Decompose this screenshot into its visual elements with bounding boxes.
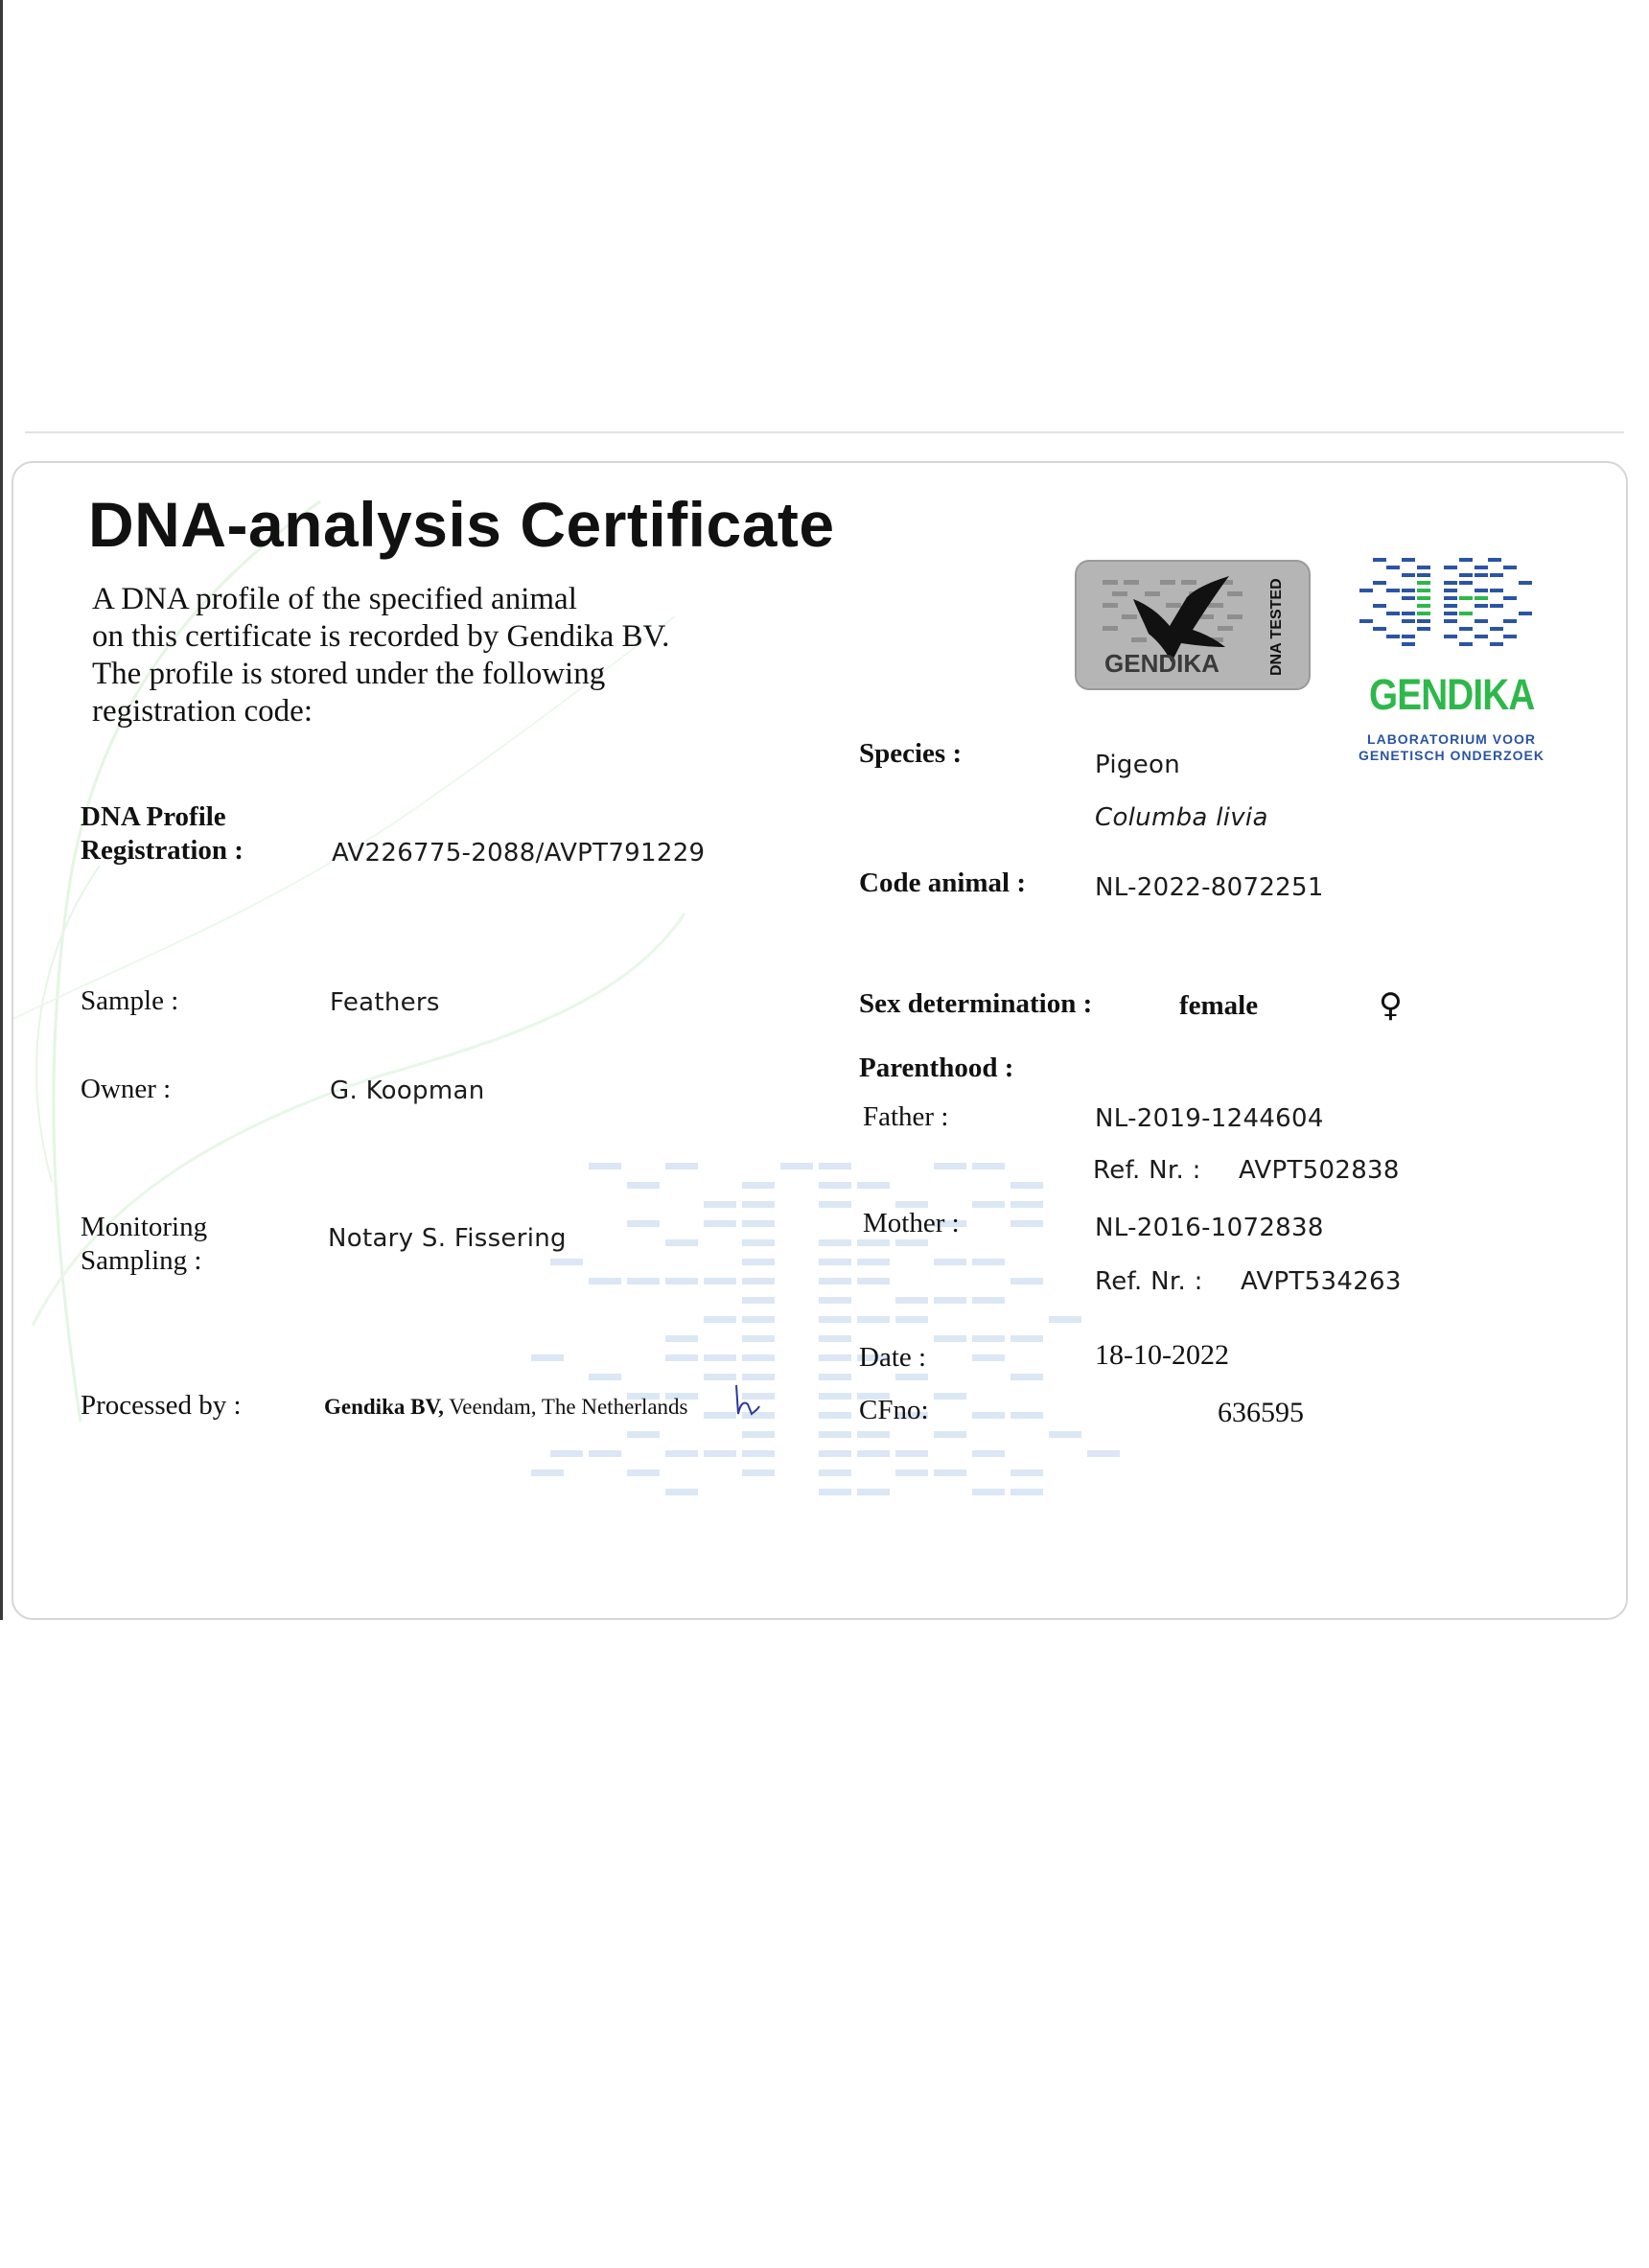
logo-subtitle-line: LABORATORIUM VOOR [1367,731,1536,747]
father-label: Father : [863,1101,949,1132]
stamp-brand: GENDIKA [1104,649,1219,678]
mother-value: NL-2016-1072838 [1095,1214,1324,1242]
dna-tested-stamp [1074,559,1312,691]
intro-line: on this certificate is recorded by Gendika BV. [92,619,670,654]
signature-mark [732,1383,761,1418]
dna-profile-value: AV226775-2088/AVPT791229 [332,839,706,868]
parenthood-label: Parenthood : [859,1053,1014,1083]
mother-ref-label: Ref. Nr. : [1095,1267,1203,1296]
sex-value: female [1179,990,1259,1021]
processed-location: Veendam, The Netherlands [443,1395,688,1419]
species-common: Pigeon [1095,751,1181,779]
code-animal-value: NL-2022-8072251 [1095,873,1324,902]
logo-subtitle-line: GENETISCH ONDERZOEK [1358,748,1544,763]
mother-label: Mother : [863,1208,960,1238]
sample-label: Sample : [81,985,179,1016]
monitoring-value: Notary S. Fissering [328,1224,567,1253]
species-label: Species : [859,738,963,769]
processed-label: Processed by : [81,1390,242,1421]
female-symbol-icon: ♀ [1379,986,1403,1025]
scan-edge [0,0,3,1620]
certificate-card [12,461,1628,1620]
logo-subtitle [1356,731,1547,764]
father-ref-value: AVPT502838 [1239,1156,1400,1185]
species-latin: Columba livia [1095,803,1268,832]
sex-label: Sex determination : [859,988,1093,1019]
logo-wordmark: GENDIKA [1369,670,1535,719]
father-ref-label: Ref. Nr. : [1093,1156,1201,1185]
code-animal-label: Code animal : [859,868,1026,898]
certificate-title: DNA-analysis Certificate [88,489,835,560]
owner-label: Owner : [81,1074,172,1104]
monitoring-label: Sampling : [81,1245,202,1276]
dna-profile-label: DNA Profile [81,801,226,832]
date-value: 18-10-2022 [1095,1339,1229,1371]
monitoring-label: Monitoring [81,1212,208,1242]
processed-value [324,1395,688,1420]
gendika-logo-icon [1358,556,1549,663]
paper-fold-line [25,431,1624,433]
mother-ref-value: AVPT534263 [1241,1267,1402,1296]
intro-line: registration code: [92,694,314,729]
date-label: Date : [859,1342,927,1373]
cfno-label: CFno: [859,1395,929,1425]
stamp-tag: DNA TESTED [1268,578,1285,676]
intro-line: A DNA profile of the specified animal [92,582,577,616]
processed-company: Gendika BV, [324,1395,444,1419]
father-value: NL-2019-1244604 [1095,1104,1324,1133]
owner-value: G. Koopman [330,1076,485,1105]
intro-line: The profile is stored under the following [92,657,606,691]
gendika-watermark [531,1163,1145,1508]
intro-text [92,581,782,730]
cfno-value: 636595 [1218,1397,1304,1428]
dna-profile-label: Registration : [81,835,244,866]
sample-value: Feathers [330,988,440,1017]
